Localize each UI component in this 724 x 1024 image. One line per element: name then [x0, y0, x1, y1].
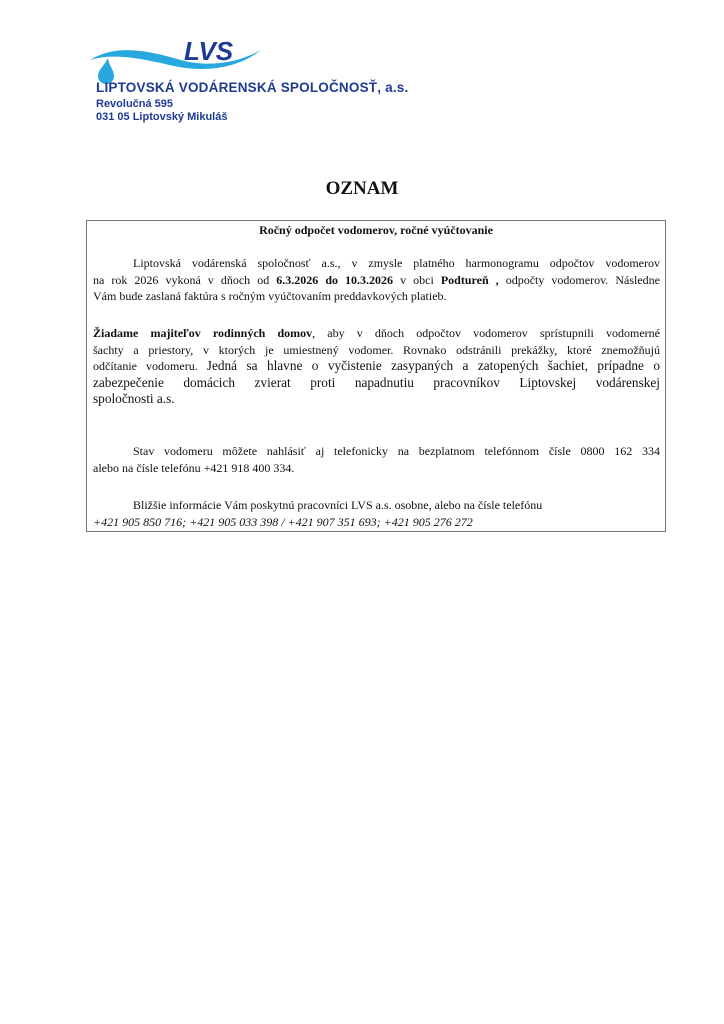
- paragraph-request: Žiadame majiteľov rodinných domov, aby v dňoch odpočtov vodomerov sprístupnili vodomerné šachty a priestory, v ktorých je umiestnený vodomer. Rovnako odstránili prekážky, ktoré znemožňujú odčítanie vodomeru. Jedná sa hlavne o vyčistenie zasypaných a zatopených šachiet, prípadne o zabezpečenie domácich zvierat proti napadnutiu pracovníkov Liptovskej vodárenskej spoločnosti a.s.: [93, 326, 660, 406]
- address-street: Revolučná 595: [96, 98, 174, 110]
- water-drop-wave-icon: [86, 36, 286, 86]
- notice-box: [86, 220, 666, 532]
- page-title: OZNAM: [325, 178, 399, 199]
- company-name: LIPTOVSKÁ VODÁRENSKÁ SPOLOČNOSŤ, a.s.: [96, 80, 409, 95]
- paragraph-report-reading: Stav vodomeru môžete nahlásiť aj telefonicky na bezplatnom telefónnom čísle 0800 162 334 alebo na čísle telefónu +421 918 400 334.: [93, 444, 660, 475]
- paragraph-schedule: Liptovská vodárenská spoločnosť a.s., v zmysle platného harmonogramu odpočtov vodomerov na rok 2026 vykoná v dňoch od 6.3.2026 do 10.3.2026 v obci Podtureň , odpočty vodomerov. Následne Vám bude zaslaná faktúra s ročným vyúčtovaním preddavkových platieb.: [93, 256, 660, 303]
- town-name: Podtureň ,: [440, 272, 499, 287]
- reading-dates: 6.3.2026 do 10.3.2026: [276, 272, 394, 287]
- svg-text:LVS: LVS: [184, 36, 234, 66]
- paragraph-contacts: Bližšie informácie Vám poskytnú pracovníci LVS a.s. osobne, alebo na čísle telefónu +421 905 850 716; +421 905 033 398 / +421 907 351 693; +421 905 276 272: [93, 497, 660, 530]
- address-city: 031 05 Liptovský Mikuláš: [96, 111, 228, 123]
- contact-phones: +421 905 850 716; +421 905 033 398 / +421 907 351 693; +421 905 276 272: [93, 514, 473, 529]
- notice-heading: Ročný odpočet vodomerov, ročné vyúčtovanie: [259, 223, 493, 237]
